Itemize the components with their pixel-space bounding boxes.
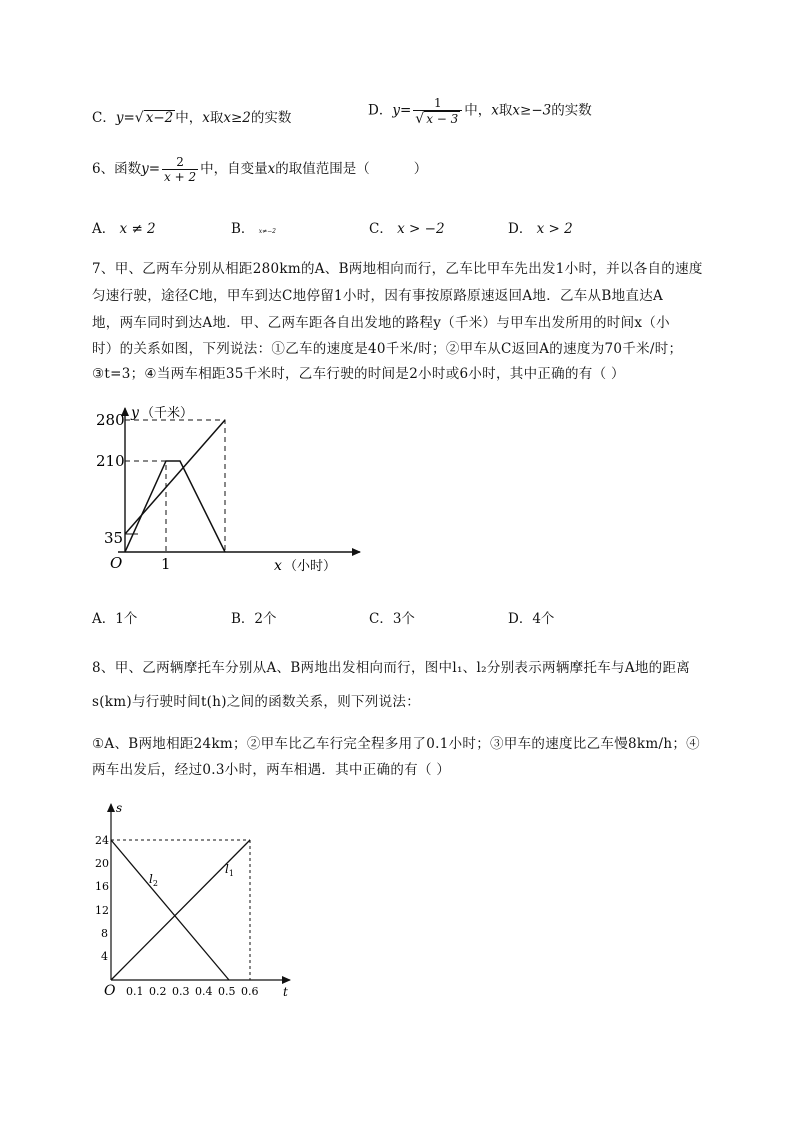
q6-option-c[interactable] [369, 217, 445, 237]
q8-l1-subscript: 1 [228, 869, 234, 878]
q7-option-c[interactable] [369, 607, 415, 627]
q7-line-1: 7、甲、乙两车分别从相距280km的A、B两地相向而行，乙车比甲车先出发1小时，并以各自的速度 [92, 261, 703, 277]
q8-x-axis-label: t [283, 985, 288, 999]
q5-c-x: x [202, 110, 210, 126]
q6-x: x [267, 161, 276, 177]
q8-line-l2 [111, 840, 229, 980]
q5-d-cond: x≥−3 [512, 102, 552, 119]
q6-eq: = [148, 161, 161, 177]
q8-l2-label [149, 872, 158, 888]
q8-line-4: 两车出发后，经过0.3小时，两车相遇．其中正确的有（ ） [92, 762, 451, 778]
q5-c-radicand: x−2 [145, 110, 174, 126]
q7-y-axis-label: y [131, 405, 139, 421]
q7-tick-label-35: 35 [104, 529, 124, 547]
q5-c-eq: = [123, 110, 135, 126]
q5-c-cond: x≥2 [223, 110, 251, 126]
q6-option-d-text: x > 2 [536, 221, 573, 237]
q6-numerator: 2 [176, 155, 184, 169]
q5-d-take: 取 [498, 102, 513, 119]
q5-d-y: y [392, 102, 400, 119]
q5-d-radicand: x − 3 [426, 112, 459, 126]
q8-y-tick-8: 8 [101, 927, 108, 940]
q8-y-tick-20: 20 [95, 857, 109, 870]
q7-option-d-label: D． [508, 611, 533, 627]
q6-fraction [162, 155, 198, 184]
q8-y-tick-4: 4 [101, 950, 108, 963]
q8-line-1: 8、甲、乙两辆摩托车分别从A、B两地出发相向而行，图中l₁、l₂分别表示两辆摩托车与A地的距离 [92, 660, 691, 676]
q7-line-3: 地，两车同时到达A地．甲、乙两车距各自出发地的路程y（千米）与甲车出发所用的时间x（小 [92, 315, 670, 331]
q6-option-a-label: A． [92, 221, 116, 237]
q6-tail: 的取值范围是（ [275, 161, 370, 177]
q6-option-b-text: x≠−2 [258, 228, 276, 235]
q5-c-take: 取 [209, 110, 224, 126]
q8-x-tick-01: 0.1 [126, 985, 144, 998]
q8-line-3: ①A、B两地相距24km；②甲车比乙车行完全程多用了0.1小时；③甲车的速度比乙车慢8km/h；④ [92, 736, 700, 752]
q6-option-c-text: x > −2 [397, 221, 445, 237]
q8-l2-letter: l [149, 872, 153, 886]
q7-guide-280 [125, 420, 225, 552]
q7-car-a-line [125, 461, 225, 552]
q7-option-b-text: 2个 [254, 611, 277, 627]
q7-line-4: 时）的关系如图，下列说法：①乙车的速度是40千米/时；②甲车从C返回A的速度为70千米/时； [92, 341, 683, 357]
q6-y: y [141, 161, 149, 177]
q6-denominator: x + 2 [164, 170, 197, 184]
q8-x-tick-04: 0.4 [195, 985, 213, 998]
sqrt-icon: √ [415, 111, 425, 127]
q7-y-axis-unit: （千米） [141, 406, 194, 421]
q8-x-tick-02: 0.2 [149, 985, 167, 998]
q8-y-axis-label: s [116, 801, 123, 815]
q7-option-c-label: C． [369, 611, 393, 627]
q6-option-a-text: x ≠ 2 [119, 221, 156, 237]
q7-tick-label-280: 280 [96, 411, 125, 429]
q7-option-a-text: 1个 [115, 611, 138, 627]
q5-option-c[interactable] [92, 106, 291, 126]
q8-line-2: s(km)与行驶时间t(h)之间的函数关系，则下列说法： [92, 694, 420, 710]
q6-option-a[interactable] [92, 217, 156, 237]
q7-option-d-text: 4个 [532, 611, 555, 627]
q6-close: ） [413, 161, 428, 177]
q8-x-tick-03: 0.3 [172, 985, 190, 998]
q8-line-l1 [111, 840, 250, 980]
q7-tick-label-1: 1 [161, 555, 171, 573]
q6-option-c-label: C． [369, 221, 393, 237]
q5-d-tail: 的实数 [551, 102, 592, 119]
q7-option-b-label: B． [231, 611, 255, 627]
q5-d-eq: = [399, 102, 412, 119]
q6-stem [92, 155, 427, 184]
q7-graph [80, 400, 380, 585]
q7-option-a[interactable] [92, 607, 137, 627]
q8-y-tick-12: 12 [95, 904, 109, 917]
q8-y-tick-24: 24 [95, 834, 109, 847]
q5-d-denominator [413, 110, 462, 126]
q8-graph [90, 798, 310, 1003]
q8-x-tick-06: 0.6 [241, 985, 259, 998]
q5-d-x: x [491, 102, 499, 119]
q7-tick-label-210: 210 [96, 452, 125, 470]
q8-origin-label: O [104, 983, 116, 999]
q6-option-b-label: B． [231, 221, 255, 237]
q7-option-d[interactable] [508, 607, 554, 627]
q8-x-tick-05: 0.5 [218, 985, 236, 998]
q5-option-c-label: C． [92, 110, 116, 126]
q7-origin-label: O [110, 554, 123, 572]
q6-option-d[interactable] [508, 217, 573, 237]
q7-car-b-line [125, 420, 225, 534]
q5-option-d-label: D． [368, 102, 393, 119]
q7-option-a-label: A． [92, 611, 116, 627]
q7-line-2: 匀速行驶，途径C地，甲车到达C地停留1小时，因有事按原路原速返回A地．乙车从B地直达A [92, 288, 664, 304]
q6-prefix: 6、函数 [92, 161, 142, 177]
q7-line-5: ③t=3；④当两车相距35千米时，乙车行驶的时间是2小时或6小时，其中正确的有（ ） [92, 366, 625, 382]
q7-x-axis-unit: （小时） [284, 559, 337, 574]
q7-x-axis-label: x [274, 558, 282, 574]
q6-option-b[interactable] [231, 217, 276, 237]
q6-option-d-label: D． [508, 221, 533, 237]
q6-suffix: 中，自变量 [200, 161, 268, 177]
q8-l2-subscript: 2 [152, 879, 158, 888]
sqrt-icon: √ [134, 110, 144, 126]
q8-l1-letter: l [225, 862, 229, 876]
q8-l1-label [225, 862, 234, 878]
q5-d-mid: 中， [464, 102, 492, 119]
q5-d-fraction [413, 96, 462, 126]
q5-c-y: y [115, 110, 124, 126]
q5-c-tail: 的实数 [250, 110, 292, 126]
q7-option-b[interactable] [231, 607, 277, 627]
q5-d-numerator: 1 [433, 96, 442, 110]
q8-y-tick-16: 16 [95, 880, 109, 893]
q5-option-d[interactable] [368, 96, 592, 126]
q5-c-mid: 中， [175, 110, 203, 126]
q7-option-c-text: 3个 [392, 611, 415, 627]
